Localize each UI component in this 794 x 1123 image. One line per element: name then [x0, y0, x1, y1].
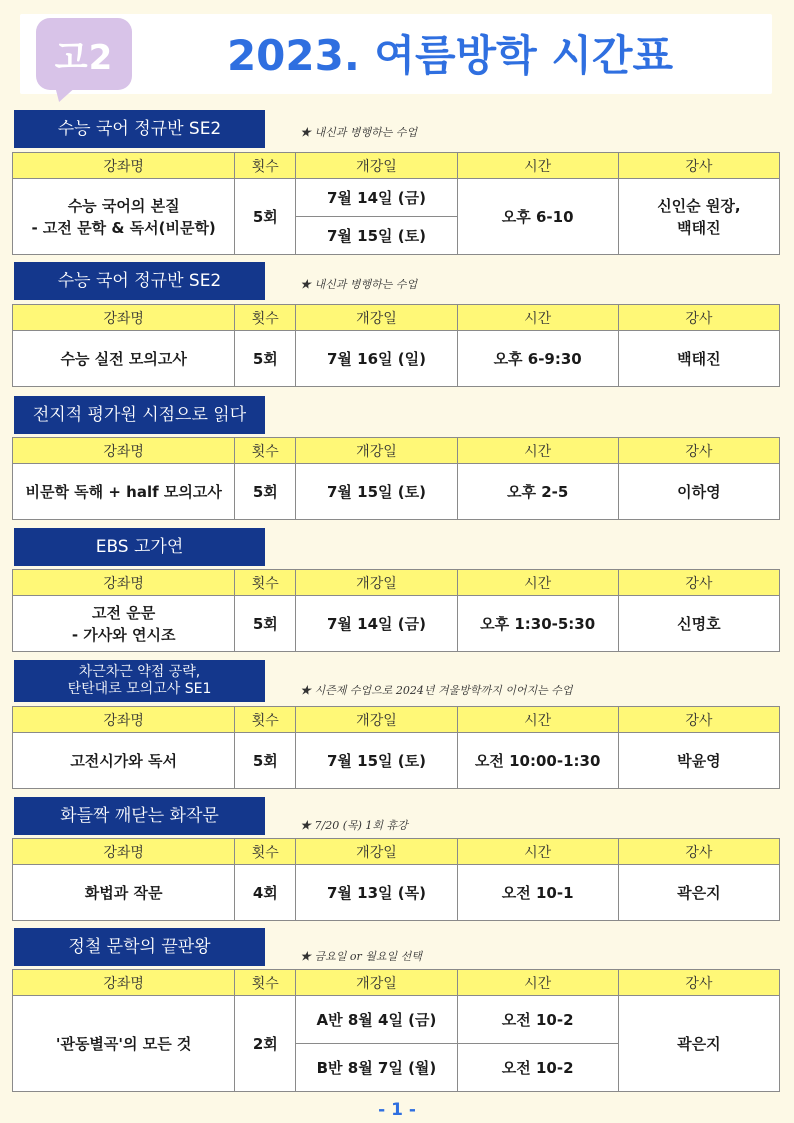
- col-header-count: 횟수: [235, 153, 296, 179]
- col-header-time: 시간: [457, 570, 618, 596]
- teacher-cell: 박윤영: [618, 733, 779, 789]
- count-cell: 5회: [235, 331, 296, 387]
- course-name-cell: 수능 실전 모의고사: [13, 331, 235, 387]
- col-header-time: 시간: [457, 839, 618, 865]
- course-name: 수능 국어의 본질 - 고전 문학 & 독서(비문학): [31, 196, 216, 237]
- course-name-cell: 화법과 작문: [13, 865, 235, 921]
- course-table: [12, 706, 780, 789]
- course-section-1: [12, 110, 780, 260]
- section-title: EBS 고가연: [14, 528, 265, 566]
- course-section-7: [12, 928, 780, 1098]
- count-cell: 5회: [235, 179, 296, 255]
- teacher-name: 신인순 원장, 백태진: [657, 196, 741, 237]
- col-header-count: 횟수: [235, 970, 296, 996]
- teacher-cell: 신명호: [618, 596, 779, 652]
- col-header-count: 횟수: [235, 839, 296, 865]
- count-cell: 2회: [235, 996, 296, 1092]
- course-table: [12, 838, 780, 921]
- section-note: ★ 내신과 병행하는 수업: [300, 278, 418, 291]
- time-cell: 오전 10:00-1:30: [457, 733, 618, 789]
- course-table: [12, 152, 780, 255]
- course-name-cell: 고전시가와 독서: [13, 733, 235, 789]
- course-table: [12, 969, 780, 1092]
- teacher-cell: [618, 179, 779, 255]
- col-header-date: 개강일: [296, 970, 457, 996]
- count-cell: 5회: [235, 733, 296, 789]
- course-section-6: [12, 797, 780, 927]
- time-cell: 오후 1:30-5:30: [457, 596, 618, 652]
- col-header-course: 강좌명: [13, 438, 235, 464]
- course-name-cell: [13, 596, 235, 652]
- col-header-time: 시간: [457, 438, 618, 464]
- count-cell: 5회: [235, 464, 296, 520]
- teacher-cell: 곽은지: [618, 996, 779, 1092]
- course-name: 고전 운문 - 가사와 연시조: [71, 603, 176, 644]
- date-cell: 7월 14일 (금): [296, 179, 457, 217]
- section-title-text: 차근차근 약점 공략, 탄탄대로 모의고사 SE1: [67, 664, 212, 697]
- col-header-count: 횟수: [235, 305, 296, 331]
- date-cell: A반 8월 4일 (금): [296, 996, 457, 1044]
- col-header-count: 횟수: [235, 570, 296, 596]
- section-title: 수능 국어 정규반 SE2: [14, 262, 265, 300]
- section-title: [14, 660, 265, 702]
- section-title: 정철 문학의 끝판왕: [14, 928, 265, 966]
- section-note: ★ 내신과 병행하는 수업: [300, 126, 418, 139]
- course-name-cell: '관동별곡'의 모든 것: [13, 996, 235, 1092]
- col-header-date: 개강일: [296, 438, 457, 464]
- col-header-time: 시간: [457, 153, 618, 179]
- section-note: ★ 7/20 (목) 1회 휴강: [300, 819, 408, 832]
- page-title: 2023. 여름방학 시간표: [226, 31, 674, 80]
- col-header-time: 시간: [457, 707, 618, 733]
- time-cell: 오후 6-9:30: [457, 331, 618, 387]
- col-header-time: 시간: [457, 305, 618, 331]
- page-number: - 1 -: [378, 1100, 416, 1120]
- course-table: [12, 569, 780, 652]
- col-header-course: 강좌명: [13, 570, 235, 596]
- col-header-count: 횟수: [235, 707, 296, 733]
- col-header-teacher: 강사: [618, 839, 779, 865]
- col-header-date: 개강일: [296, 707, 457, 733]
- count-cell: 4회: [235, 865, 296, 921]
- date-cell: 7월 13일 (목): [296, 865, 457, 921]
- col-header-course: 강좌명: [13, 153, 235, 179]
- section-note: ★ 시즌제 수업으로 2024년 겨울방학까지 이어지는 수업: [300, 684, 573, 697]
- teacher-cell: 이하영: [618, 464, 779, 520]
- section-title: 화들짝 깨닫는 화작문: [14, 797, 265, 835]
- course-section-3: [12, 396, 780, 526]
- col-header-count: 횟수: [235, 438, 296, 464]
- time-cell: 오전 10-1: [457, 865, 618, 921]
- section-title: 전지적 평가원 시점으로 읽다: [14, 396, 265, 434]
- col-header-date: 개강일: [296, 305, 457, 331]
- course-table: [12, 304, 780, 387]
- time-cell: 오전 10-2: [457, 1044, 618, 1092]
- date-cell: 7월 14일 (금): [296, 596, 457, 652]
- col-header-teacher: 강사: [618, 970, 779, 996]
- section-note: ★ 금요일 or 월요일 선택: [300, 950, 422, 963]
- section-title: 수능 국어 정규반 SE2: [14, 110, 265, 148]
- course-section-4: [12, 528, 780, 658]
- col-header-teacher: 강사: [618, 153, 779, 179]
- date-cell: 7월 15일 (토): [296, 464, 457, 520]
- course-name-cell: 비문학 독해 + half 모의고사: [13, 464, 235, 520]
- col-header-course: 강좌명: [13, 707, 235, 733]
- time-cell: 오후 6-10: [457, 179, 618, 255]
- date-cell: 7월 15일 (토): [296, 217, 457, 255]
- date-cell: 7월 15일 (토): [296, 733, 457, 789]
- col-header-teacher: 강사: [618, 707, 779, 733]
- time-cell: 오전 10-2: [457, 996, 618, 1044]
- course-name-cell: [13, 179, 235, 255]
- col-header-course: 강좌명: [13, 305, 235, 331]
- course-section-5: [12, 660, 780, 795]
- date-cell: B반 8월 7일 (월): [296, 1044, 457, 1092]
- col-header-teacher: 강사: [618, 305, 779, 331]
- course-section-2: [12, 262, 780, 392]
- col-header-date: 개강일: [296, 153, 457, 179]
- badge-tail-shape: [49, 86, 77, 102]
- date-cell: 7월 16일 (일): [296, 331, 457, 387]
- teacher-cell: 곽은지: [618, 865, 779, 921]
- grade-badge: 고2: [36, 18, 132, 90]
- teacher-cell: 백태진: [618, 331, 779, 387]
- course-table: [12, 437, 780, 520]
- col-header-date: 개강일: [296, 839, 457, 865]
- time-cell: 오후 2-5: [457, 464, 618, 520]
- col-header-teacher: 강사: [618, 438, 779, 464]
- col-header-teacher: 강사: [618, 570, 779, 596]
- col-header-time: 시간: [457, 970, 618, 996]
- col-header-date: 개강일: [296, 570, 457, 596]
- count-cell: 5회: [235, 596, 296, 652]
- col-header-course: 강좌명: [13, 839, 235, 865]
- col-header-course: 강좌명: [13, 970, 235, 996]
